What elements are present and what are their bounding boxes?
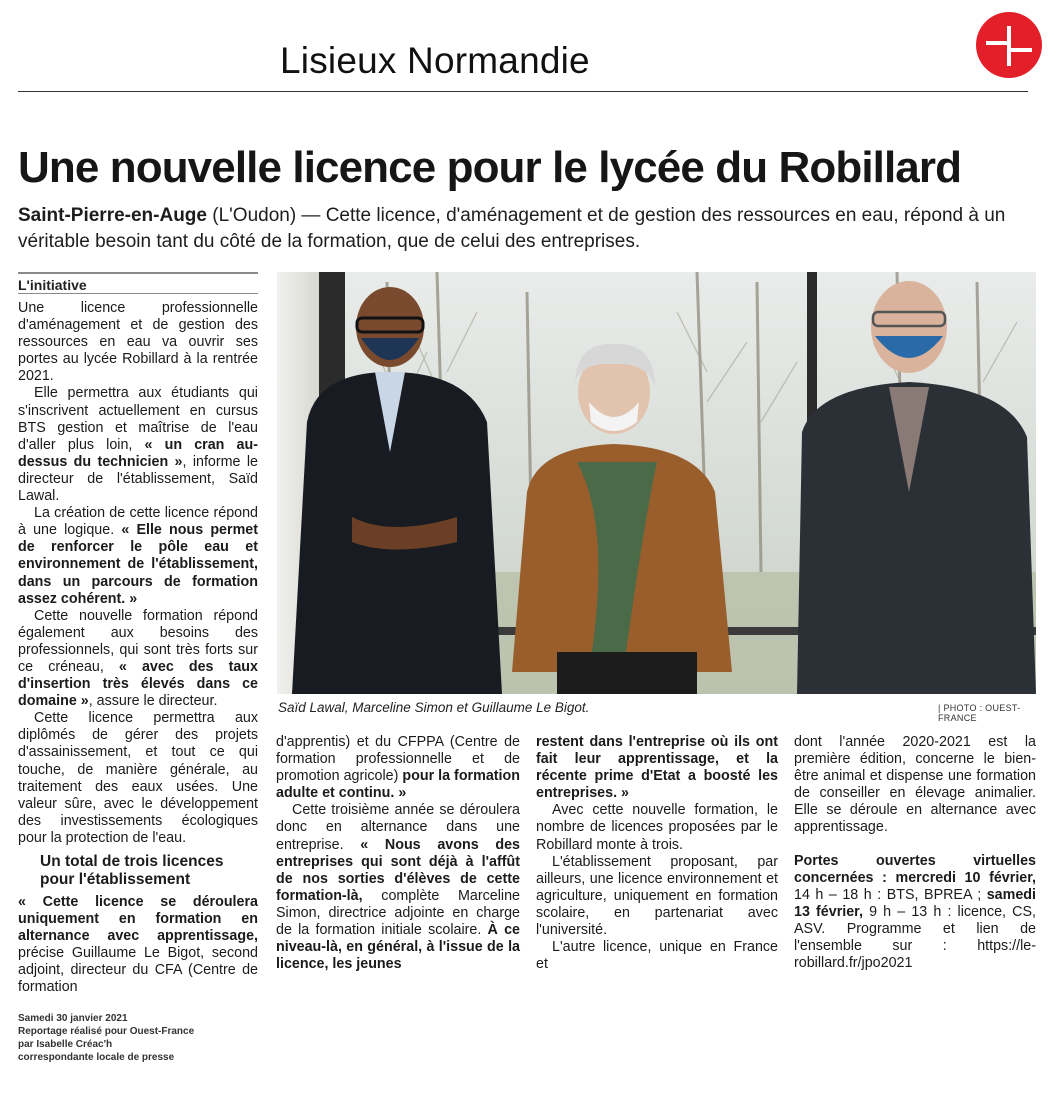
footer-date: Samedi 30 janvier 2021 [18, 1013, 128, 1024]
article-column-3 [536, 734, 778, 973]
paragraph: L'autre licence, unique en France et [536, 939, 778, 973]
paragraph: restent dans l'entreprise où ils ont fait leur apprentissage, et la récente prime d'Etat a boosté les entreprises. » [536, 734, 778, 802]
paragraph: Une licence professionnelle d'aménagement et de gestion des ressources en eau va ouvrir ses portes au lycée Robillard à la rentrée 2021. [18, 300, 258, 385]
footer-report: Reportage réalisé pour Ouest-France [18, 1026, 195, 1037]
paragraph: Cette nouvelle formation répond également aux besoins des professionnels, qui sont très forts sur ce créneau, « avec des taux d'insertion très élevés dans ce domaine », assure le directeur. [18, 607, 258, 710]
masthead-title: Lisieux Normandie [280, 40, 590, 81]
footer-author: par Isabelle Créac'h [18, 1039, 113, 1050]
publication-logo-icon [976, 12, 1042, 78]
article-column-2 [276, 734, 520, 973]
subheading: Un total de trois licences pour l'établissement [40, 853, 224, 888]
article-photo [277, 272, 1036, 694]
paragraph: L'établissement proposant, par ailleurs, une licence environnement et agriculture, uniquement en formation scolaire, en partenariat avec l'université. [536, 853, 778, 939]
open-days-info: Portes ouvertes virtuelles concernées : mercredi 10 février, 14 h – 18 h : BTS, BPREA ; samedi 13 février, 9 h – 13 h : licence, CS, ASV. Programme et lien de l'ensemble sur : https://le-robillard.fr/jpo2021 [794, 852, 1036, 972]
lead-text: (L'Oudon) — Cette licence, d'aménagement et de gestion des ressources en eau, répond à un véritable besoin tant du côté de la formation, que de celui des entreprises. [18, 205, 1006, 252]
section-label: L'initiative [18, 272, 258, 294]
paragraph: « Cette licence se déroulera uniquement en formation en alternance avec apprentissage, précise Guillaume Le Bigot, second adjoint, directeur du CFA (Centre de formation [18, 894, 258, 996]
paragraph: d'apprentis) et du CFPPA (Centre de formation professionnelle et de promotion agricole) pour la formation adulte et continu. » [276, 734, 520, 802]
paragraph: Cette troisième année se déroulera donc en alternance dans une entreprise. « Nous avons des entreprises qui sont déjà à l'affût de nos sorties d'élèves de cette formation-là, complète Marceline Simon, directrice adjointe en charge de la formation initiale scolaire. À ce niveau-là, en général, à l'issue de la licence, les jeunes [276, 802, 520, 973]
paragraph: Avec cette nouvelle formation, le nombre de licences proposées par le Robillard monte à trois. [536, 802, 778, 853]
photo-caption: Saïd Lawal, Marceline Simon et Guillaume Le Bigot. [278, 700, 590, 715]
article-lead [18, 203, 1048, 255]
paragraph: Cette licence permettra aux diplômés de gérer des projets d'assainissement, et tout ce qui touche, de manière générale, au traitement des eaux usées. Une valeur sûre, avec le développement des investissements écologiques pour la protection de l'eau. [18, 710, 258, 846]
article-column-4 [794, 734, 1036, 972]
footer-role: correspondante locale de presse [18, 1052, 175, 1063]
paragraph: Elle permettra aux étudiants qui s'inscrivent actuellement en cursus BTS gestion et maîtrise de l'eau d'aller plus loin, « un cran au-dessus du technicien », informe le directeur de l'établissement, Saïd Lawal. [18, 385, 258, 505]
article-headline: Une nouvelle licence pour le lycée du Robillard [18, 143, 962, 192]
lead-place: Saint-Pierre-en-Auge [18, 205, 207, 226]
masthead-rule [18, 91, 1028, 92]
paragraph: La création de cette licence répond à une logique. « Elle nous permet de renforcer le pôle eau et environnement de l'établissement, dans un parcours de formation assez cohérent. » [18, 505, 258, 607]
article-column-1 [18, 300, 258, 997]
photo-credit: | PHOTO : OUEST-FRANCE [938, 703, 1021, 723]
paragraph: dont l'année 2020-2021 est la première édition, concerne le bien-être animal et dispense une formation de conseiller en élevage animalier. Elle se déroule en alternance avec apprentissage. [794, 734, 1036, 836]
photo-illustration [277, 272, 1036, 694]
report-footer [18, 1012, 194, 1064]
